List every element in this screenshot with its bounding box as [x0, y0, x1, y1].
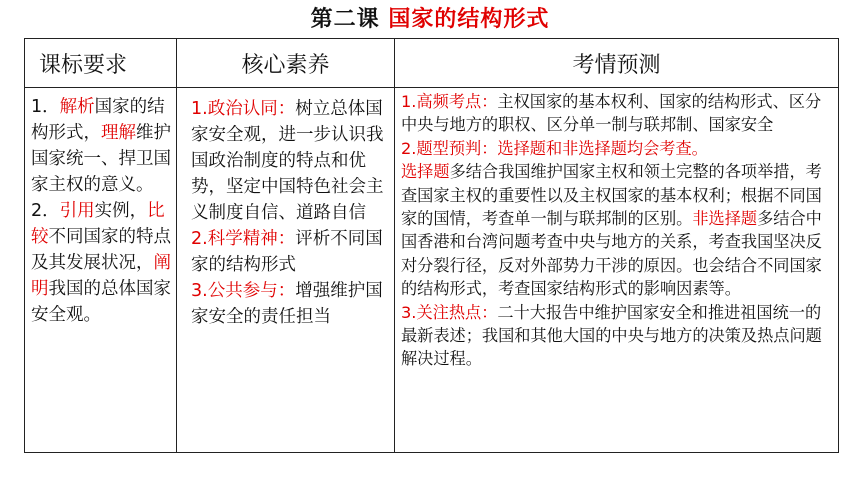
body-text: 国家的结构形式， — [31, 97, 165, 143]
body-text: 增强维护国家安全的责任担当 — [191, 281, 383, 327]
lesson-name: 国家的结构形式 — [388, 7, 550, 32]
body-text: 主权国家的基本权利、国家的结构形式、区分中央与地方的职权、区分单一制与联邦制、国家安全 — [401, 92, 822, 135]
highlight-text: 2.科学精神： — [191, 229, 296, 249]
highlight-text: 1.高频考点： — [401, 92, 498, 111]
col2-paragraph — [191, 226, 388, 278]
body-text: 我国的总体国家安全观。 — [31, 279, 171, 325]
body-text: 1． — [31, 97, 60, 117]
body-text: 二十大报告中维护国家安全和推进祖国统一的最新表述；我国和其他大国的中央与地方的决策及热点问题解决过程。 — [401, 302, 822, 369]
body-text: 维护国家统一、捍卫国家主权的意义。 — [31, 123, 171, 195]
slide-title — [0, 6, 860, 34]
body-text: 多结合中国香港和台湾问题考查中央与地方的关系，考查我国坚决反对分裂行径，反对外部势力干涉的原因。也会结合不同国家的结构形式，考查国家结构形式的影响因素等。 — [401, 209, 822, 299]
header-curriculum: 课标要求 — [25, 39, 177, 88]
highlight-text: 非选择题 — [692, 209, 758, 229]
col1-paragraph — [31, 198, 172, 328]
body-text: 2． — [31, 201, 60, 221]
body-text: 评析不同国家的结构形式 — [191, 229, 383, 275]
lesson-number: 第二课 — [310, 7, 380, 32]
col3-paragraph — [401, 301, 834, 371]
highlight-text: 比较 — [31, 201, 165, 247]
overview-table — [24, 38, 839, 453]
highlight-text: 3.关注热点： — [401, 302, 498, 322]
curriculum-cell — [25, 88, 177, 453]
header-competency: 核心素养 — [177, 39, 395, 88]
highlight-text: 2.题型预判：选择题和非选择题均会考查。 — [401, 138, 708, 158]
body-text: 树立总体国家安全观，进一步认识我国政治制度的特点和优势，坚定中国特色社会主义制度自信、道路自信 — [191, 99, 384, 223]
col1-paragraph — [31, 94, 172, 198]
highlight-text: 3.公共参与： — [191, 281, 296, 301]
col2-paragraph — [191, 96, 388, 226]
body-text: 实例， — [94, 201, 148, 221]
col3-paragraph — [401, 160, 834, 300]
highlight-text: 1.政治认同： — [191, 99, 296, 119]
col2-paragraph — [191, 278, 388, 330]
forecast-cell — [395, 88, 839, 453]
header-row — [25, 39, 839, 88]
body-text: 不同国家的特点及其发展状况， — [31, 227, 171, 273]
highlight-text: 引用 — [59, 201, 95, 221]
highlight-text: 解析 — [59, 97, 95, 117]
competency-cell — [177, 88, 395, 453]
highlight-text: 阐明 — [31, 253, 171, 299]
highlight-text: 理解 — [101, 123, 136, 143]
col3-paragraph — [401, 90, 834, 137]
col3-paragraph — [401, 137, 834, 160]
body-text: 多结合我国维护国家主权和领土完整的各项举措，考查国家主权的重要性以及主权国家的基本权利；根据不同国家的国情，考查单一制与联邦制的区别。 — [401, 162, 822, 229]
header-forecast: 考情预测 — [395, 39, 839, 88]
content-row — [25, 88, 839, 453]
highlight-text: 选择题 — [401, 162, 450, 182]
